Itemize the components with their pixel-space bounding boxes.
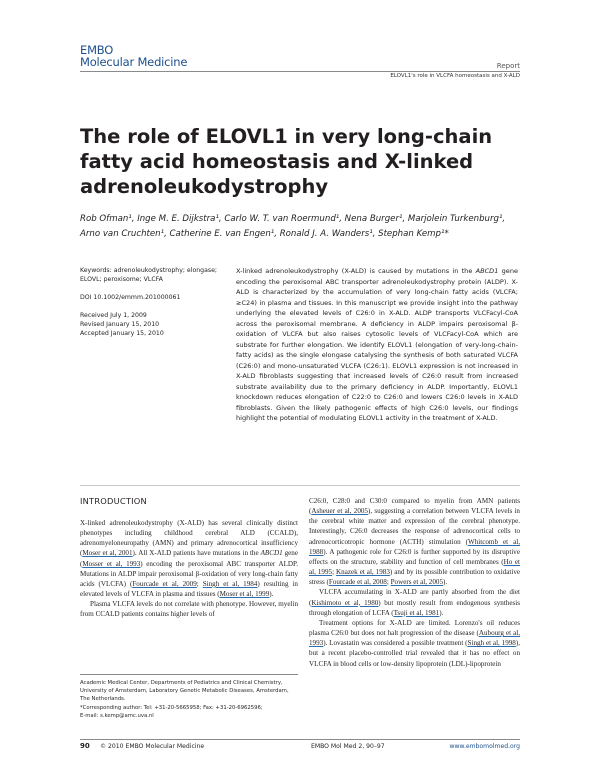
gene-name: ABCD1 <box>260 549 283 558</box>
citation-link[interactable]: Kishimoto et al, 1980 <box>311 598 379 607</box>
article-metadata <box>80 266 230 338</box>
affiliation-footnote <box>80 679 300 720</box>
journal-url[interactable]: www.embomolmed.org <box>449 743 520 750</box>
footer-rule <box>80 739 520 740</box>
citation-link[interactable]: Aubourg et al, 1993 <box>309 629 520 648</box>
footnote-rule <box>80 674 298 675</box>
journal-logo-line1: EMBO <box>80 43 114 57</box>
citation-link[interactable]: Fourcade et al, 2008 <box>328 578 387 587</box>
doi: DOI 10.1002/emmm.201000061 <box>80 294 181 301</box>
abstract-gene: ABCD1 <box>475 267 499 275</box>
author-line-1: Rob Ofman¹, Inge M. E. Dijkstra¹, Carlo W. T. van Roermund¹, Nena Burger¹, Marjolein Turkenburg¹, <box>80 214 506 224</box>
affiliation: Academic Medical Center, Departments of Pediatrics and Clinical Chemistry, University of Amsterdam, Laboratory Genetic Metabolic Diseases, Amsterdam, The Netherlands. <box>80 680 289 703</box>
citation-link[interactable]: Knazek et al, 1983 <box>336 568 390 577</box>
journal-logo <box>80 44 187 68</box>
article-type: Report <box>496 62 520 70</box>
section-divider <box>80 485 520 486</box>
author-list <box>80 212 535 241</box>
journal-logo-line2: Molecular Medicine <box>80 55 188 69</box>
citation-link[interactable]: Singh et al, 1998 <box>467 639 516 648</box>
abstract <box>236 266 518 424</box>
keywords: Keywords: adrenoleukodystrophy; elongase; ELOVL; peroxisome; VLCFA <box>80 267 217 283</box>
paragraph: VLCFA accumulating in X-ALD are partly absorbed from the diet (Kishimoto et al, 1980) but mostly result from endogenous synthesis through elongation of LCFA (Tsuji et al, 1981). <box>309 588 520 617</box>
received-date: Received July 1, 2009 <box>80 312 147 319</box>
page-number: 90 <box>80 742 90 750</box>
paragraph: C26:0, C28:0 and C30:0 compared to myelin from AMN patients (Asheuer et al, 2005), suggesting a correlation between VLCFA levels in the cerebral white matter and expression of the cerebral phenotype. Interestingly, C26:0 decreases the response of adrenocortical cells to adrenocorticotropic hormone (ACTH) stimulation (Whitcomb et al, 1988). A pathogenic role for C26:0 is further supported by its disruptive effects on the structure, stability and function of cell membranes (Ho et al, 1995; Knazek et al, 1983) and by its possible contribution to oxidative stress (Fourcade et al, 2008; Powers et al, 2005). <box>309 497 521 587</box>
body-column-right <box>309 496 520 669</box>
introduction-heading: INTRODUCTION <box>80 496 147 506</box>
paragraph: X-linked adrenoleukodystrophy (X-ALD) has several clinically distinct phenotypes including childhood cerebral ALD (CCALD), adrenomyeloneuropathy (AMN) and primary adrenocortical insufficiency (Moser et al, 2001). All X-ALD patients have mutations in the ABCD1 gene (Mosser et al, 1993) encoding the peroxisomal ABC transporter ALDP. Mutations in ALDP impair peroxisomal β-oxidation of very long-chain fatty acids (VLCFA) (Fourcade et al, 2009; Singh et al, 1984) resulting in elevated levels of VLCFA in plasma and tissues (Moser et al, 1999). <box>80 519 298 599</box>
header-rule <box>80 71 520 72</box>
citation-link[interactable]: Tsuji et al, 1981 <box>393 608 440 617</box>
citation-link[interactable]: Powers et al, 2005 <box>390 578 443 587</box>
accepted-date: Accepted January 15, 2010 <box>80 330 164 337</box>
corresponding-author: *Corresponding author: Tel: +31-20-5665958; Fax: +31-20-6962596; <box>80 704 263 711</box>
citation-link[interactable]: Mosser et al, 1993 <box>82 559 141 568</box>
email[interactable]: E-mail: s.kemp@amc.uva.nl <box>80 712 154 719</box>
citation-link[interactable]: Moser et al, 2001 <box>82 549 133 558</box>
running-head: ELOVL1's role in VLCFA homeostasis and X-ALD <box>390 73 520 79</box>
citation-link[interactable]: Moser et al, 1999 <box>219 590 270 599</box>
abstract-text-2: gene encoding the peroxisomal ABC transporter adrenoleukodystrophy protein (ALDP). X-ALD is characterized by the accumulation of very long-chain fatty acids (VLCFA; ≥C24) in plasma and tissues. In this manuscript we provide insight into the pathway underlying the elevated levels of C26:0 in X-ALD. ALDP transports VLCFacyl-CoA across the peroxisomal membrane. A deficiency in ALDP impairs peroxisomal β-oxidation of VLCFA but also raises cytosolic levels of VLCFacyl-CoA which are substrate for further elongation. We identify ELOVL1 (elongation of very-long-chain-fatty acids) as the single elongase catalysing the synthesis of both saturated VLCFA (C26:0) and mono-unsaturated VLCFA (C26:1). ELOVL1 expression is not increased in X-ALD fibroblasts suggesting that increased levels of C26:0 result from increased substrate availability due to the primary deficiency in ALDP. Importantly, ELOVL1 knockdown reduces elongation of C22:0 to C26:0 and lowers C26:0 levels in X-ALD fibroblasts. Given the likely pathogenic effects of high C26:0 levels, our findings highlight the potential of modulating ELOVL1 activity in the treatment of X-ALD. <box>236 267 518 422</box>
citation-link[interactable]: Ho et al, 1995 <box>309 557 520 577</box>
citation-link[interactable]: Singh et al, 1984 <box>202 579 258 588</box>
copyright: © 2010 EMBO Molecular Medicine <box>100 743 205 750</box>
journal-citation: EMBO Mol Med 2, 90–97 <box>311 743 385 750</box>
paragraph: Plasma VLCFA levels do not correlate with phenotype. However, myelin from CCALD patients contains higher levels of <box>80 600 298 619</box>
author-line-2: Arno van Cruchten¹, Catherine E. van Engen¹, Ronald J. A. Wanders¹, Stephan Kemp¹* <box>80 228 449 239</box>
citation-link[interactable]: Whitcomb et al, 1988 <box>309 537 520 556</box>
abstract-text-1: X-linked adrenoleukodystrophy (X-ALD) is caused by mutations in the <box>236 267 476 275</box>
revised-date: Revised January 15, 2010 <box>80 321 160 328</box>
body-column-left <box>80 518 298 620</box>
citation-link[interactable]: Fourcade et al, 2009 <box>132 579 197 588</box>
citation-link[interactable]: Asheuer et al, 2005 <box>311 507 368 516</box>
article-title: The role of ELOVL1 in very long-chain fatty acid homeostasis and X-linked adrenoleukodystrophy <box>80 125 493 198</box>
paragraph: Treatment options for X-ALD are limited. Lorenzo's oil reduces plasma C26:0 but does not halt progression of the disease (Aubourg et al, 1993). Lovastatin was considered a possible treatment (Singh et al, 1998), but a recent placebo-controlled trial revealed that it has no effect on VLCFA in blood cells or low-density lipoprotein (LDL)-lipoprotein <box>309 618 520 668</box>
